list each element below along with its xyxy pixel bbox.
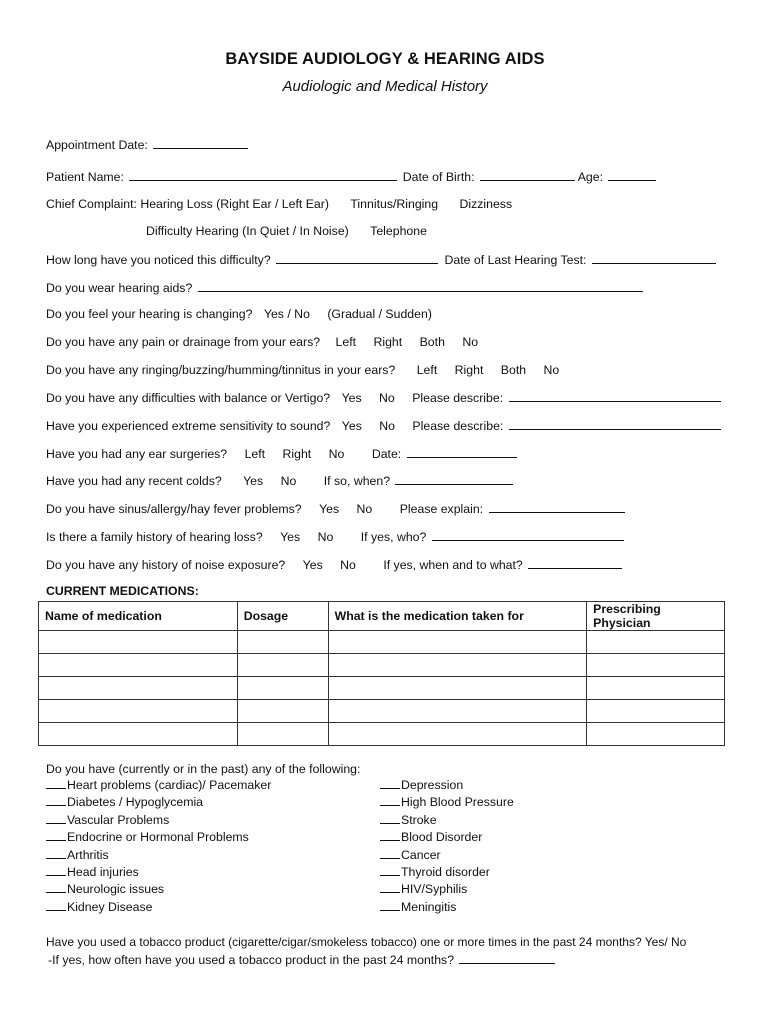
surgeries-row — [46, 445, 517, 462]
balance-no-option[interactable]: No — [379, 391, 395, 405]
age-label: Age: — [577, 170, 603, 184]
last-test-field[interactable] — [592, 251, 716, 264]
pain-left-option[interactable]: Left — [335, 335, 357, 349]
table-row — [39, 700, 725, 723]
chief-complaint-row-2 — [146, 223, 427, 239]
list-item — [380, 794, 514, 811]
changing-row — [46, 306, 432, 322]
condition-label: HIV/Syphilis — [401, 882, 468, 897]
condition-label: Stroke — [401, 812, 437, 827]
sinus-explain-label: Please explain: — [399, 502, 484, 516]
condition-check-blank[interactable] — [380, 794, 400, 806]
dizziness-option[interactable]: Dizziness — [459, 197, 513, 211]
how-long-field[interactable] — [276, 251, 438, 264]
tobacco-follow-field[interactable] — [459, 951, 555, 964]
physician-cell[interactable] — [587, 654, 725, 677]
ringing-row — [46, 362, 559, 378]
conditions-right-list — [380, 777, 514, 916]
condition-label: Meningitis — [401, 899, 457, 914]
condition-check-blank[interactable] — [46, 847, 66, 859]
surgeries-question: Have you had any ear surgeries? — [46, 447, 228, 461]
surgeries-no-option[interactable]: No — [328, 447, 345, 461]
list-item — [46, 829, 271, 846]
condition-check-blank[interactable] — [380, 864, 400, 876]
how-long-label: How long have you noticed this difficulty? — [46, 253, 271, 267]
purpose-cell[interactable] — [328, 723, 587, 746]
how-long-row — [46, 251, 716, 268]
sensitivity-row — [46, 417, 721, 434]
condition-check-blank[interactable] — [380, 847, 400, 859]
list-item — [380, 899, 514, 916]
balance-row — [46, 389, 721, 406]
col-medication-purpose: What is the medication taken for — [328, 602, 587, 631]
condition-check-blank[interactable] — [46, 881, 66, 893]
sensitivity-describe-label: Please describe: — [412, 419, 504, 433]
medication-name-cell[interactable] — [39, 654, 238, 677]
patient-name-label: Patient Name: — [46, 170, 124, 184]
changing-gradual-sudden[interactable]: (Gradual / Sudden) — [327, 307, 432, 321]
tobacco-follow-row — [48, 951, 555, 968]
list-item — [46, 812, 271, 829]
condition-check-blank[interactable] — [46, 899, 66, 911]
surgeries-left-option[interactable]: Left — [244, 447, 266, 461]
age-field[interactable] — [608, 168, 656, 181]
appointment-date-row — [46, 136, 248, 153]
appointment-date-field[interactable] — [153, 136, 248, 149]
noise-question: Do you have any history of noise exposure? — [46, 558, 286, 572]
table-row — [39, 654, 725, 677]
ringing-question: Do you have any ringing/buzzing/humming/tinnitus in your ears? — [46, 363, 396, 377]
physician-cell[interactable] — [587, 723, 725, 746]
dosage-cell[interactable] — [237, 723, 328, 746]
balance-describe-label: Please describe: — [412, 391, 504, 405]
pain-both-option[interactable]: Both — [419, 335, 445, 349]
medications-header-row — [39, 602, 725, 631]
form-subtitle: Audiologic and Medical History — [282, 78, 488, 95]
list-item — [46, 899, 271, 916]
balance-describe-field[interactable] — [509, 389, 721, 402]
list-item — [380, 881, 514, 898]
physician-cell[interactable] — [587, 631, 725, 654]
physician-cell[interactable] — [587, 700, 725, 723]
conditions-intro: Do you have (currently or in the past) any of the following: — [46, 762, 361, 776]
col-name-of-medication: Name of medication — [39, 602, 238, 631]
condition-label: Head injuries — [67, 864, 139, 879]
sinus-question: Do you have sinus/allergy/hay fever problems? — [46, 502, 302, 516]
medication-name-cell[interactable] — [39, 677, 238, 700]
list-item — [380, 847, 514, 864]
list-item — [380, 864, 514, 881]
noise-row — [46, 556, 622, 573]
sinus-row — [46, 500, 625, 517]
list-item — [46, 864, 271, 881]
dosage-cell[interactable] — [237, 654, 328, 677]
surgeries-date-label: Date: — [371, 447, 402, 461]
condition-label: High Blood Pressure — [401, 795, 514, 810]
balance-yes-option[interactable]: Yes — [341, 391, 362, 405]
family-yes-option[interactable]: Yes — [280, 530, 301, 544]
table-row — [39, 631, 725, 654]
form-title: BAYSIDE AUDIOLOGY & HEARING AIDS — [225, 50, 545, 68]
condition-check-blank[interactable] — [46, 794, 66, 806]
colds-no-option[interactable]: No — [280, 474, 297, 488]
changing-question: Do you feel your hearing is changing? — [46, 307, 253, 321]
condition-check-blank[interactable] — [46, 864, 66, 876]
chief-complaint-row — [46, 196, 512, 212]
condition-label: Neurologic issues — [67, 882, 165, 897]
medication-name-cell[interactable] — [39, 700, 238, 723]
purpose-cell[interactable] — [328, 677, 587, 700]
condition-check-blank[interactable] — [380, 812, 400, 824]
col-prescribing-physician: Prescribing Physician — [587, 602, 725, 631]
condition-label: Diabetes / Hypoglycemia — [67, 795, 204, 810]
list-item — [46, 777, 271, 794]
tobacco-question: Have you used a tobacco product (cigarette/cigar/smokeless tobacco) one or more times in the past 24 months? Yes/ No — [46, 935, 687, 949]
list-item — [380, 829, 514, 846]
condition-check-blank[interactable] — [380, 881, 400, 893]
tobacco-follow-label: -If yes, how often have you used a tobacco product in the past 24 months? — [48, 953, 455, 967]
noise-when-label: If yes, when and to what? — [383, 558, 523, 572]
condition-label: Blood Disorder — [401, 830, 483, 845]
patient-row — [46, 168, 656, 185]
ringing-left-option[interactable]: Left — [416, 363, 438, 377]
appointment-date-label: Appointment Date: — [46, 138, 148, 152]
condition-label: Kidney Disease — [67, 899, 153, 914]
colds-yes-option[interactable]: Yes — [243, 474, 264, 488]
ringing-right-option[interactable]: Right — [454, 363, 484, 377]
pain-right-option[interactable]: Right — [373, 335, 403, 349]
sensitivity-describe-field[interactable] — [509, 417, 721, 430]
condition-label: Cancer — [401, 847, 441, 862]
condition-label: Arthritis — [67, 847, 109, 862]
table-row — [39, 677, 725, 700]
patient-name-field[interactable] — [129, 168, 397, 181]
condition-check-blank[interactable] — [380, 899, 400, 911]
medication-name-cell[interactable] — [39, 631, 238, 654]
condition-check-blank[interactable] — [46, 777, 66, 789]
noise-when-field[interactable] — [528, 556, 622, 569]
list-item — [46, 847, 271, 864]
last-test-label: Date of Last Hearing Test: — [444, 253, 587, 267]
colds-when-label: If so, when? — [323, 474, 391, 488]
hearing-aids-row — [46, 279, 643, 296]
purpose-cell[interactable] — [328, 654, 587, 677]
family-who-label: If yes, who? — [360, 530, 427, 544]
dob-field[interactable] — [480, 168, 575, 181]
list-item — [380, 777, 514, 794]
hearing-aids-field[interactable] — [198, 279, 643, 292]
pain-no-option[interactable]: No — [462, 335, 479, 349]
purpose-cell[interactable] — [328, 700, 587, 723]
noise-no-option[interactable]: No — [340, 558, 356, 572]
purpose-cell[interactable] — [328, 631, 587, 654]
sensitivity-question: Have you experienced extreme sensitivity to sound? — [46, 419, 331, 433]
medications-heading: CURRENT MEDICATIONS: — [46, 584, 199, 598]
condition-label: Vascular Problems — [67, 812, 170, 827]
difficulty-hearing-option[interactable]: Difficulty Hearing (In Quiet / In Noise) — [146, 224, 349, 238]
table-row — [39, 723, 725, 746]
colds-when-field[interactable] — [395, 472, 513, 485]
telephone-option[interactable]: Telephone — [370, 224, 427, 238]
family-row — [46, 528, 624, 545]
dob-label: Date of Birth: — [402, 170, 475, 184]
sinus-no-option[interactable]: No — [356, 502, 373, 516]
colds-question: Have you had any recent colds? — [46, 474, 222, 488]
condition-label: Endocrine or Hormonal Problems — [67, 830, 249, 845]
sensitivity-no-option[interactable]: No — [379, 419, 395, 433]
condition-check-blank[interactable] — [46, 829, 66, 841]
condition-check-blank[interactable] — [46, 812, 66, 824]
balance-question: Do you have any difficulties with balance or Vertigo? — [46, 391, 331, 405]
chief-complaint-label: Chief Complaint: Hearing Loss (Right Ear / Left Ear) — [46, 197, 329, 211]
medication-name-cell[interactable] — [39, 723, 238, 746]
tinnitus-option[interactable]: Tinnitus/Ringing — [350, 197, 439, 211]
condition-label: Depression — [401, 778, 464, 792]
family-who-field[interactable] — [432, 528, 624, 541]
pain-question: Do you have any pain or drainage from your ears? — [46, 335, 321, 349]
medications-table — [38, 601, 725, 746]
condition-check-blank[interactable] — [380, 829, 400, 841]
pain-row — [46, 334, 478, 350]
list-item — [46, 794, 271, 811]
physician-cell[interactable] — [587, 677, 725, 700]
changing-yes-no[interactable]: Yes / No — [263, 307, 310, 321]
sensitivity-yes-option[interactable]: Yes — [341, 419, 362, 433]
dosage-cell[interactable] — [237, 700, 328, 723]
surgeries-date-field[interactable] — [407, 445, 517, 458]
dosage-cell[interactable] — [237, 677, 328, 700]
noise-yes-option[interactable]: Yes — [302, 558, 323, 572]
col-dosage: Dosage — [237, 602, 328, 631]
family-no-option[interactable]: No — [317, 530, 334, 544]
dosage-cell[interactable] — [237, 631, 328, 654]
condition-check-blank[interactable] — [380, 777, 400, 789]
sinus-explain-field[interactable] — [489, 500, 625, 513]
surgeries-right-option[interactable]: Right — [282, 447, 312, 461]
colds-row — [46, 472, 513, 489]
family-question: Is there a family history of hearing loss? — [46, 530, 263, 544]
condition-label: Thyroid disorder — [401, 864, 490, 879]
condition-label: Heart problems (cardiac)/ Pacemaker — [67, 778, 272, 792]
list-item — [380, 812, 514, 829]
ringing-both-option[interactable]: Both — [500, 363, 527, 377]
sinus-yes-option[interactable]: Yes — [319, 502, 340, 516]
conditions-left-list — [46, 777, 271, 916]
hearing-aids-label: Do you wear hearing aids? — [46, 281, 193, 295]
ringing-no-option[interactable]: No — [543, 363, 560, 377]
list-item — [46, 881, 271, 898]
